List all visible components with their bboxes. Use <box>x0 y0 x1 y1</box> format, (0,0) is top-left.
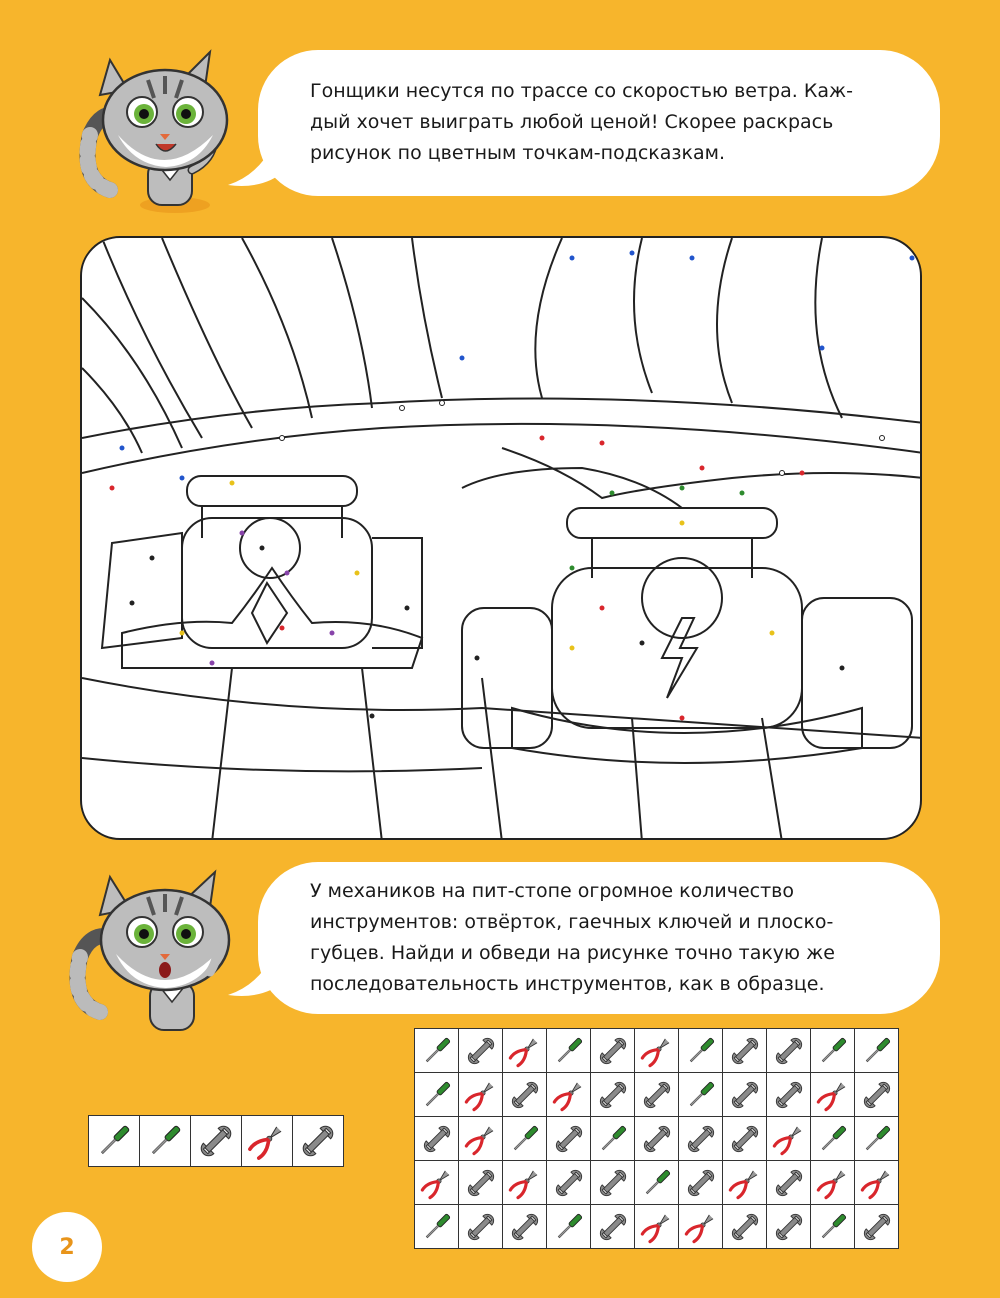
pliers-icon[interactable] <box>635 1205 679 1249</box>
screwdriver-icon[interactable] <box>855 1029 899 1073</box>
pliers-icon[interactable] <box>503 1161 547 1205</box>
wrench-icon[interactable] <box>723 1073 767 1117</box>
wrench-icon[interactable] <box>767 1029 811 1073</box>
screwdriver-icon[interactable] <box>811 1205 855 1249</box>
task2-text-line: губцев. Найди и обведи на рисунке точно такую же <box>310 942 835 964</box>
wrench-icon[interactable] <box>723 1029 767 1073</box>
pliers-icon[interactable] <box>635 1029 679 1073</box>
wrench-icon[interactable] <box>767 1205 811 1249</box>
screwdriver-icon[interactable] <box>855 1117 899 1161</box>
wrench-icon[interactable] <box>459 1029 503 1073</box>
screwdriver-icon[interactable] <box>547 1029 591 1073</box>
screwdriver-icon <box>89 1116 140 1167</box>
pliers-icon[interactable] <box>811 1161 855 1205</box>
tool-grid-row <box>415 1117 899 1161</box>
tool-grid-row <box>415 1073 899 1117</box>
task1-text-line: дый хочет выиграть любой ценой! Скорее раскрась <box>310 111 834 133</box>
wrench-icon[interactable] <box>591 1161 635 1205</box>
tool-grid-row <box>415 1161 899 1205</box>
tool-grid-row <box>415 1205 899 1249</box>
screwdriver-icon[interactable] <box>591 1117 635 1161</box>
screwdriver-icon <box>140 1116 191 1167</box>
wrench-icon[interactable] <box>503 1205 547 1249</box>
color-hint-dots <box>110 251 915 721</box>
screwdriver-icon[interactable] <box>679 1073 723 1117</box>
pliers-icon[interactable] <box>503 1029 547 1073</box>
pliers-icon[interactable] <box>459 1117 503 1161</box>
wrench-icon <box>191 1116 242 1167</box>
wrench-icon[interactable] <box>679 1161 723 1205</box>
wrench-icon[interactable] <box>723 1205 767 1249</box>
wrench-icon[interactable] <box>415 1117 459 1161</box>
wrench-icon[interactable] <box>591 1029 635 1073</box>
task2-text-line: последовательность инструментов, как в образце. <box>310 973 825 995</box>
wrench-icon[interactable] <box>547 1161 591 1205</box>
wrench-icon[interactable] <box>459 1205 503 1249</box>
speech-bubble-task1 <box>258 50 940 196</box>
wrench-icon[interactable] <box>855 1205 899 1249</box>
wrench-icon[interactable] <box>591 1073 635 1117</box>
screwdriver-icon[interactable] <box>811 1029 855 1073</box>
wrench-icon <box>293 1116 344 1167</box>
pliers-icon[interactable] <box>459 1073 503 1117</box>
race-cars-line-art <box>82 238 922 840</box>
pliers-icon[interactable] <box>767 1117 811 1161</box>
cat-mascot-icon <box>70 40 240 220</box>
sample-sequence <box>88 1115 344 1167</box>
page-number: 2 <box>32 1212 102 1282</box>
tool-grid-row <box>415 1029 899 1073</box>
pliers-icon[interactable] <box>855 1161 899 1205</box>
wrench-icon[interactable] <box>723 1117 767 1161</box>
wrench-icon[interactable] <box>459 1161 503 1205</box>
pliers-icon[interactable] <box>811 1073 855 1117</box>
wrench-icon[interactable] <box>855 1073 899 1117</box>
pliers-icon[interactable] <box>415 1161 459 1205</box>
wrench-icon[interactable] <box>635 1117 679 1161</box>
screwdriver-icon[interactable] <box>503 1117 547 1161</box>
pliers-icon <box>242 1116 293 1167</box>
task2-text-line: инструментов: отвёрток, гаечных ключей и плоско- <box>310 911 834 933</box>
screwdriver-icon[interactable] <box>635 1161 679 1205</box>
task1-text-line: Гонщики несутся по трассе со скоростью ветра. Каж- <box>310 80 853 102</box>
task2-text-line: У механиков на пит-стопе огромное количество <box>310 880 794 902</box>
wrench-icon[interactable] <box>503 1073 547 1117</box>
pliers-icon[interactable] <box>547 1073 591 1117</box>
task1-text-line: рисунок по цветным точкам-подсказкам. <box>310 142 726 164</box>
bubble-tail <box>228 950 288 1000</box>
bubble-tail <box>228 140 288 190</box>
screwdriver-icon[interactable] <box>679 1029 723 1073</box>
wrench-icon[interactable] <box>635 1073 679 1117</box>
coloring-picture <box>80 236 922 840</box>
wrench-icon[interactable] <box>547 1117 591 1161</box>
speech-bubble-task2 <box>258 862 940 1014</box>
wrench-icon[interactable] <box>679 1117 723 1161</box>
screwdriver-icon[interactable] <box>547 1205 591 1249</box>
screwdriver-icon[interactable] <box>415 1205 459 1249</box>
screwdriver-icon[interactable] <box>415 1029 459 1073</box>
pliers-icon[interactable] <box>679 1205 723 1249</box>
cat-mascot-surprised-icon <box>60 862 250 1042</box>
screwdriver-icon[interactable] <box>811 1117 855 1161</box>
tool-grid <box>414 1028 899 1249</box>
pliers-icon[interactable] <box>723 1161 767 1205</box>
wrench-icon[interactable] <box>767 1161 811 1205</box>
wrench-icon[interactable] <box>591 1205 635 1249</box>
wrench-icon[interactable] <box>767 1073 811 1117</box>
screwdriver-icon[interactable] <box>415 1073 459 1117</box>
